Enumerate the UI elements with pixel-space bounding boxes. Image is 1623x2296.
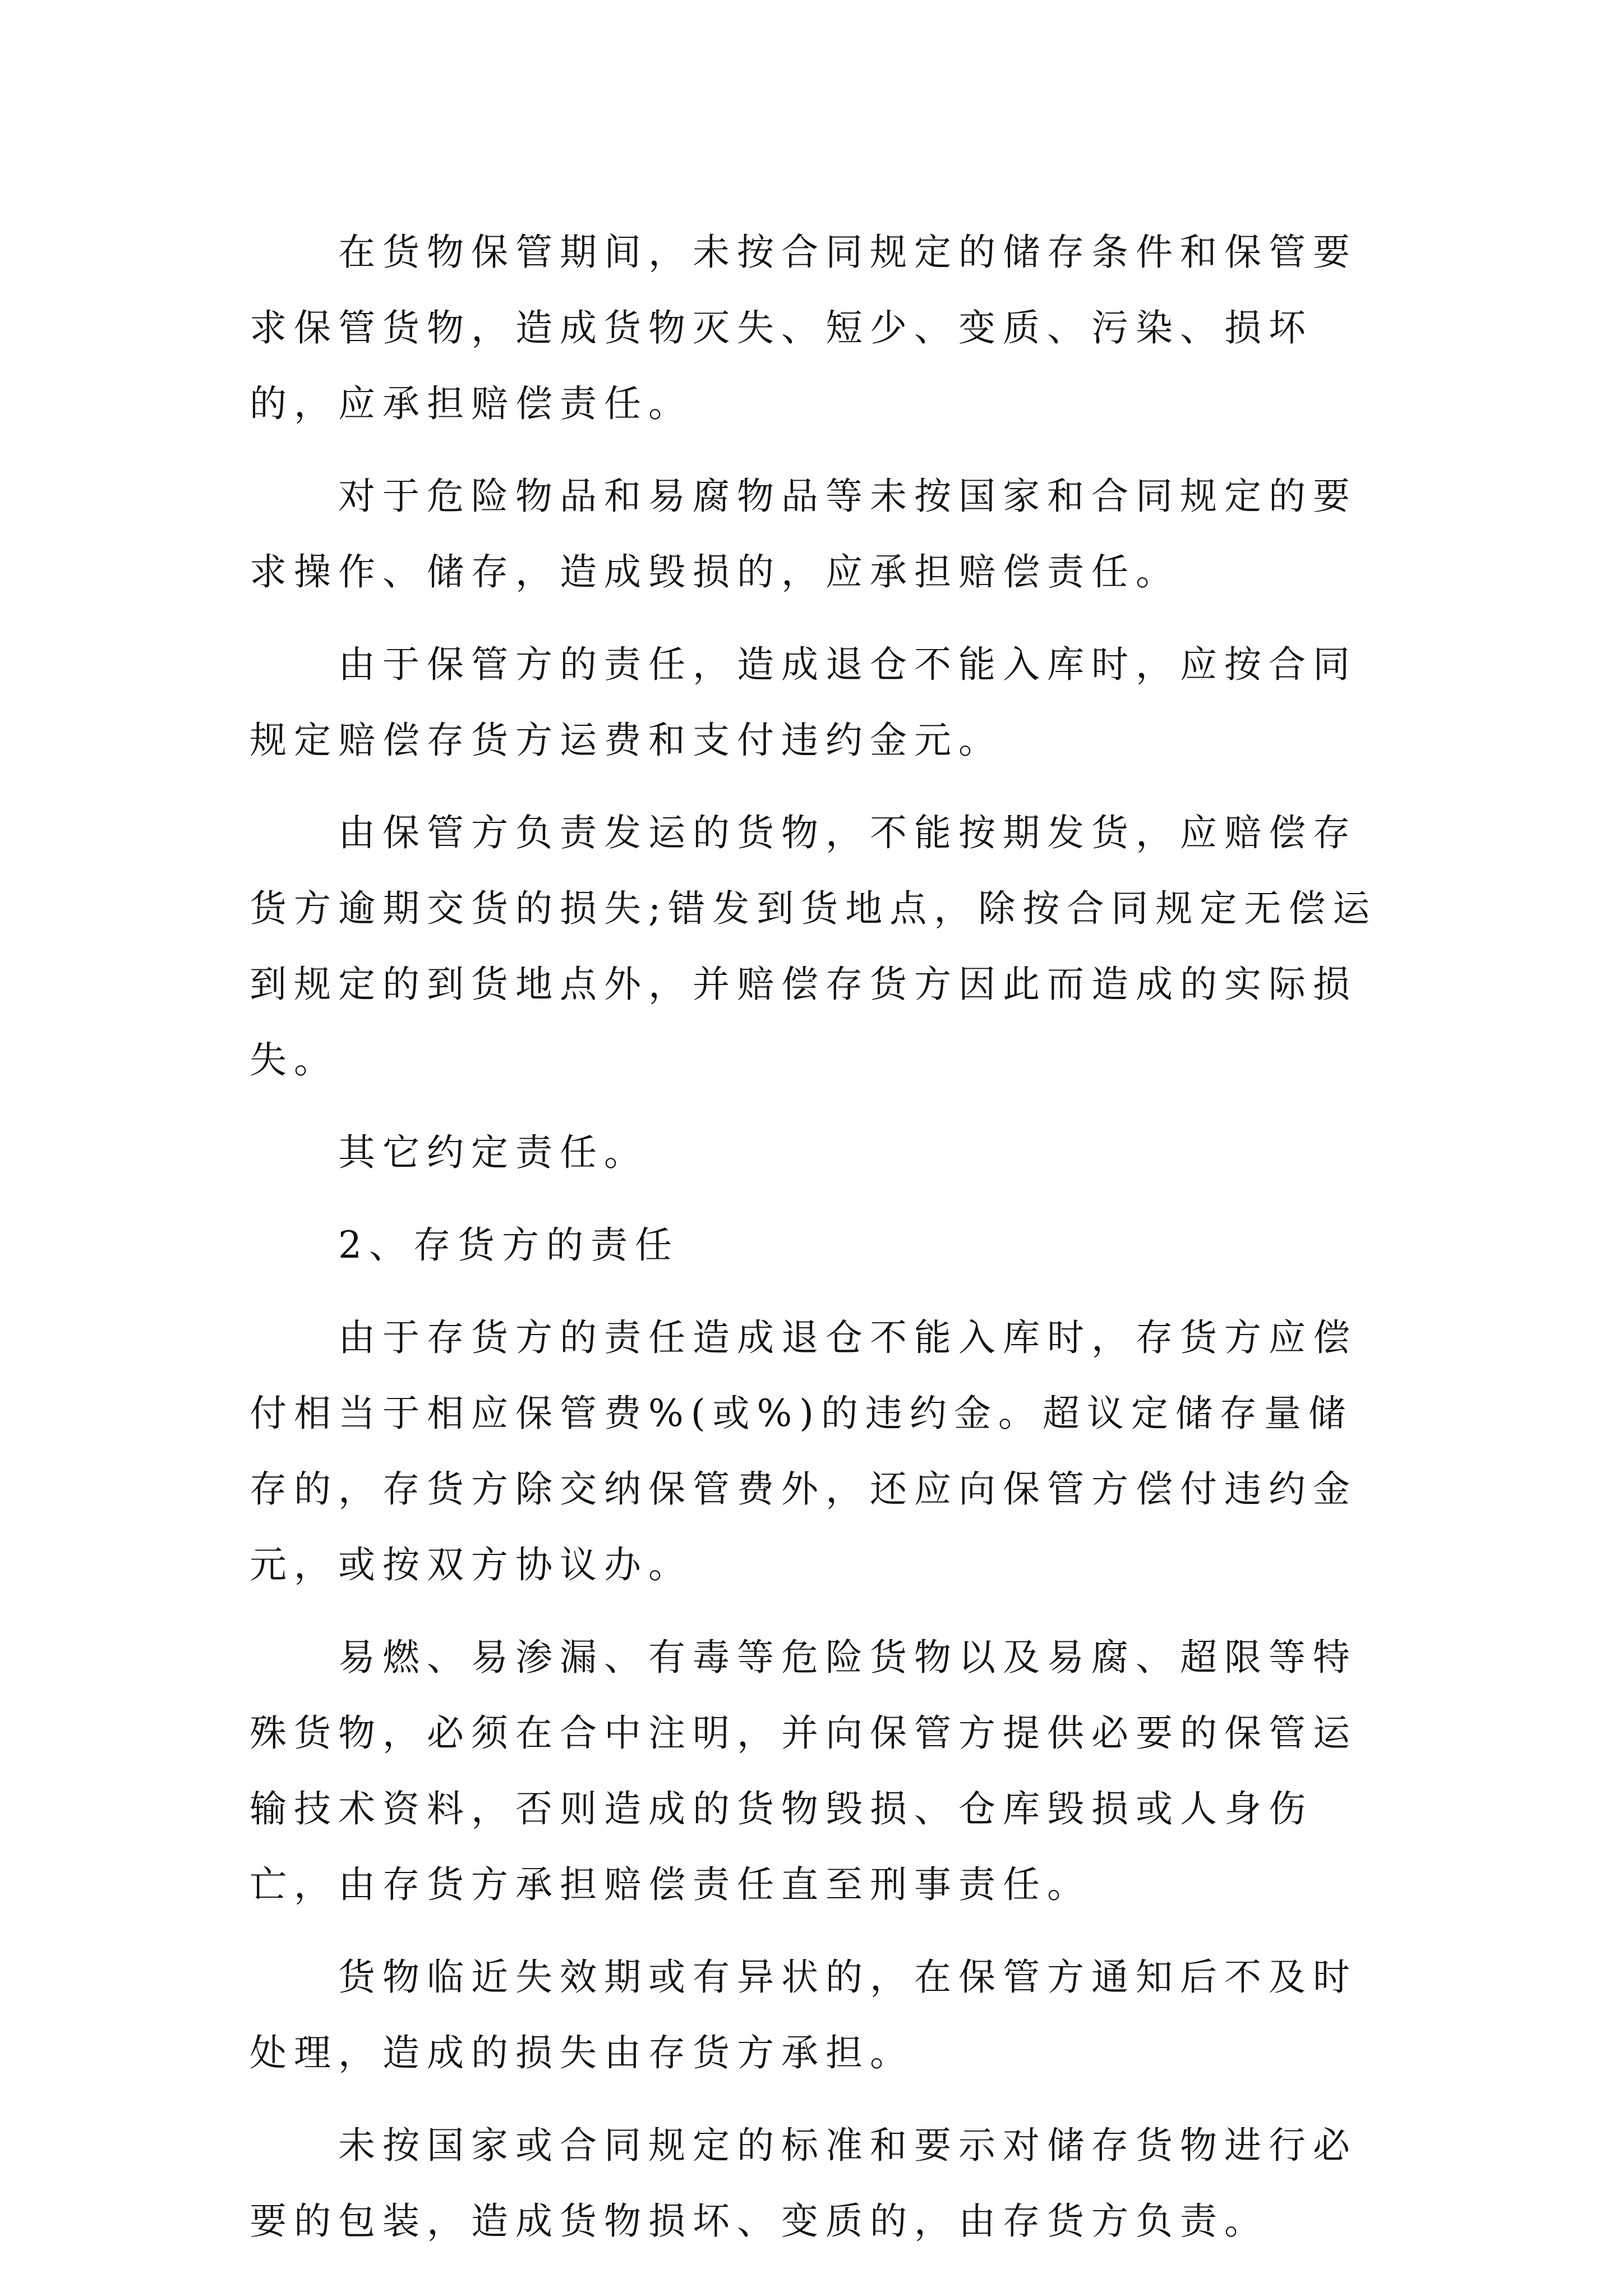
paragraph-packaging: 未按国家或合同规定的标准和要示对储存货物进行必要的包装，造成货物损坏、变质的，由存货方负责。: [250, 2124, 1357, 2243]
section-heading-depositor-responsibility: 2、存货方的责任: [338, 1223, 679, 1267]
paragraph-return-warehouse: 由于保管方的责任，造成退仓不能入库时，应按合同规定赔偿存货方运费和支付违约金元。: [250, 643, 1357, 762]
paragraph-special-goods: 易燃、易渗漏、有毒等危险货物以及易腐、超限等特殊货物，必须在合中注明，并向保管方提供必要的保管运输技术资料，否则造成的货物毁损、仓库毁损或人身伤亡，由存货方承担赔偿责任直至刑事责任。: [250, 1636, 1357, 1906]
paragraph-storage-conditions: 在货物保管期间，未按合同规定的储存条件和保管要求保管货物，造成货物灭失、短少、变质、污染、损坏的，应承担赔偿责任。: [250, 231, 1357, 425]
paragraph-shipping-delay: 由保管方负责发运的货物，不能按期发货，应赔偿存货方逾期交货的损失;错发到货地点，除按合同规定无偿运到规定的到货地点外，并赔偿存货方因此而造成的实际损失。: [250, 811, 1377, 1082]
paragraph-depositor-penalty: 由于存货方的责任造成退仓不能入库时，存货方应偿付相当于相应保管费%(或%)的违约金。超议定储存量储存的，存货方除交纳保管费外，还应向保管方偿付违约金元，或按双方协议办。: [250, 1316, 1357, 1586]
document-body: [250, 214, 1396, 2276]
paragraph-other-responsibilities: 其它约定责任。: [338, 1131, 648, 1174]
paragraph-hazardous-goods: 对于危险物品和易腐物品等未按国家和合同规定的要求操作、储存，造成毁损的，应承担赔偿责任。: [250, 475, 1357, 593]
paragraph-expiring-goods: 货物临近失效期或有异状的，在保管方通知后不及时处理，造成的损失由存货方承担。: [250, 1955, 1357, 2074]
